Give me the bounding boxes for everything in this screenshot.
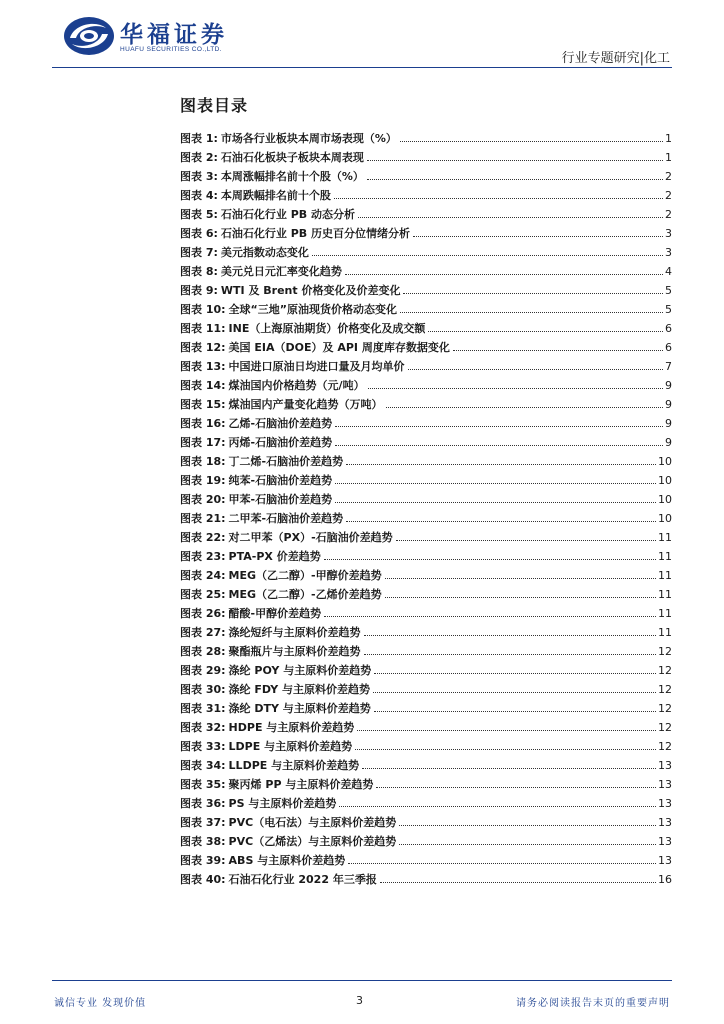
toc-item-number: 图表 6: <box>180 227 218 240</box>
toc-item-label: INE（上海原油期货）价格变化及成交额 <box>228 322 426 335</box>
toc-item-page: 13 <box>658 797 672 810</box>
toc-item-label: 本周跌幅排名前十个股 <box>220 189 331 202</box>
toc-item-label: 涤纶短纤与主原料价差趋势 <box>228 626 361 639</box>
toc-item[interactable] <box>180 449 672 468</box>
toc-item-number: 图表 10: <box>180 303 226 316</box>
toc-item-number: 图表 13: <box>180 360 226 373</box>
toc-item[interactable] <box>180 126 672 145</box>
toc-item-number: 图表 5: <box>180 208 218 221</box>
toc-item-page: 5 <box>665 303 672 316</box>
toc-item-label: 聚酯瓶片与主原料价差趋势 <box>228 645 361 658</box>
table-of-figures <box>180 126 672 886</box>
toc-item-page: 12 <box>658 645 672 658</box>
page-header <box>0 0 724 70</box>
toc-item-number: 图表 36: <box>180 797 226 810</box>
toc-item-number: 图表 33: <box>180 740 226 753</box>
toc-item[interactable] <box>180 677 672 696</box>
toc-item-label: 对二甲苯（PX）-石脑油价差趋势 <box>228 531 393 544</box>
toc-item-label: 石油石化行业 PB 动态分析 <box>220 208 355 221</box>
brand-name-cn: 华福证券 <box>120 21 228 48</box>
toc-item[interactable] <box>180 430 672 449</box>
toc-leader-dots <box>374 673 656 674</box>
footer-divider <box>52 980 672 981</box>
toc-item[interactable] <box>180 734 672 753</box>
toc-item-label: 涤纶 FDY 与主原料价差趋势 <box>228 683 371 696</box>
toc-leader-dots <box>399 825 656 826</box>
toc-item[interactable] <box>180 164 672 183</box>
toc-leader-dots <box>335 502 656 503</box>
toc-item-page: 11 <box>658 626 672 639</box>
toc-leader-dots <box>348 863 656 864</box>
toc-item-label: 乙烯-石脑油价差趋势 <box>228 417 333 430</box>
toc-leader-dots <box>368 388 663 389</box>
toc-item-page: 9 <box>665 379 672 392</box>
toc-item-page: 4 <box>665 265 672 278</box>
toc-leader-dots <box>357 730 656 731</box>
toc-item-label: 涤纶 POY 与主原料价差趋势 <box>228 664 372 677</box>
toc-leader-dots <box>386 407 663 408</box>
toc-item-label: 中国进口原油日均进口量及月均单价 <box>228 360 405 373</box>
toc-leader-dots <box>324 616 656 617</box>
toc-item-page: 11 <box>658 550 672 563</box>
toc-item[interactable] <box>180 848 672 867</box>
header-divider <box>52 67 672 68</box>
toc-leader-dots <box>428 331 663 332</box>
toc-item[interactable] <box>180 487 672 506</box>
toc-item-number: 图表 12: <box>180 341 226 354</box>
toc-item-page: 10 <box>658 512 672 525</box>
toc-item-number: 图表 29: <box>180 664 226 677</box>
toc-item[interactable] <box>180 468 672 487</box>
toc-leader-dots <box>385 578 656 579</box>
toc-leader-dots <box>373 692 656 693</box>
toc-item-label: 涤纶 DTY 与主原料价差趋势 <box>228 702 371 715</box>
toc-item-page: 12 <box>658 721 672 734</box>
toc-item-number: 图表 27: <box>180 626 226 639</box>
toc-item-page: 5 <box>665 284 672 297</box>
toc-item-number: 图表 35: <box>180 778 226 791</box>
toc-item-label: 全球“三地”原油现货价格动态变化 <box>228 303 398 316</box>
toc-item-page: 16 <box>658 873 672 886</box>
toc-leader-dots <box>399 844 656 845</box>
toc-item-number: 图表 14: <box>180 379 226 392</box>
toc-item-page: 10 <box>658 493 672 506</box>
toc-item[interactable] <box>180 202 672 221</box>
toc-item-number: 图表 21: <box>180 512 226 525</box>
toc-item-label: 丁二烯-石脑油价差趋势 <box>228 455 344 468</box>
toc-item[interactable] <box>180 658 672 677</box>
toc-item[interactable] <box>180 183 672 202</box>
toc-leader-dots <box>355 749 656 750</box>
toc-item[interactable] <box>180 715 672 734</box>
toc-item-page: 2 <box>665 170 672 183</box>
toc-item-page: 3 <box>665 227 672 240</box>
toc-leader-dots <box>362 768 656 769</box>
toc-item-page: 10 <box>658 455 672 468</box>
toc-item-label: 二甲苯-石脑油价差趋势 <box>228 512 344 525</box>
toc-item-number: 图表 39: <box>180 854 226 867</box>
toc-leader-dots <box>400 312 663 313</box>
toc-item-page: 11 <box>658 569 672 582</box>
toc-leader-dots <box>312 255 663 256</box>
toc-item-number: 图表 17: <box>180 436 226 449</box>
toc-item-label: 丙烯-石脑油价差趋势 <box>228 436 333 449</box>
toc-item[interactable] <box>180 240 672 259</box>
toc-item[interactable] <box>180 601 672 620</box>
toc-leader-dots <box>364 635 656 636</box>
toc-item[interactable] <box>180 297 672 316</box>
toc-item-page: 13 <box>658 759 672 772</box>
toc-item-number: 图表 32: <box>180 721 226 734</box>
toc-item-number: 图表 24: <box>180 569 226 582</box>
toc-item-page: 13 <box>658 778 672 791</box>
toc-item-number: 图表 7: <box>180 246 218 259</box>
toc-leader-dots <box>367 160 663 161</box>
toc-leader-dots <box>453 350 663 351</box>
toc-item[interactable] <box>180 221 672 240</box>
toc-leader-dots <box>346 464 656 465</box>
toc-item-page: 1 <box>665 151 672 164</box>
toc-item-number: 图表 37: <box>180 816 226 829</box>
toc-item-page: 9 <box>665 417 672 430</box>
toc-item-page: 12 <box>658 683 672 696</box>
toc-item-page: 3 <box>665 246 672 259</box>
toc-leader-dots <box>380 882 656 883</box>
toc-item-number: 图表 2: <box>180 151 218 164</box>
toc-item[interactable] <box>180 791 672 810</box>
toc-item[interactable] <box>180 411 672 430</box>
toc-item[interactable] <box>180 354 672 373</box>
toc-item[interactable] <box>180 278 672 297</box>
toc-item-page: 1 <box>665 132 672 145</box>
toc-item-label: LDPE 与主原料价差趋势 <box>228 740 353 753</box>
toc-item[interactable] <box>180 696 672 715</box>
footer-disclaimer: 请务必阅读报告末页的重要声明 <box>516 998 670 1009</box>
toc-item-number: 图表 23: <box>180 550 226 563</box>
toc-item[interactable] <box>180 392 672 411</box>
toc-item[interactable] <box>180 145 672 164</box>
toc-item[interactable] <box>180 506 672 525</box>
toc-leader-dots <box>396 540 656 541</box>
toc-leader-dots <box>400 141 663 142</box>
toc-item-number: 图表 28: <box>180 645 226 658</box>
toc-leader-dots <box>346 521 656 522</box>
toc-item-label: 石油石化行业 2022 年三季报 <box>228 873 377 886</box>
toc-item[interactable] <box>180 753 672 772</box>
toc-item[interactable] <box>180 639 672 658</box>
toc-leader-dots <box>403 293 663 294</box>
toc-item-number: 图表 34: <box>180 759 226 772</box>
toc-item[interactable] <box>180 829 672 848</box>
toc-leader-dots <box>364 654 656 655</box>
toc-item-page: 9 <box>665 398 672 411</box>
company-logo <box>62 14 252 58</box>
toc-leader-dots <box>413 236 663 237</box>
toc-item-page: 6 <box>665 341 672 354</box>
page-number: 3 <box>356 994 363 1007</box>
toc-item[interactable] <box>180 335 672 354</box>
toc-item-number: 图表 3: <box>180 170 218 183</box>
huafu-logo-icon <box>62 14 116 58</box>
toc-item-page: 12 <box>658 664 672 677</box>
toc-item-number: 图表 11: <box>180 322 226 335</box>
toc-item-label: HDPE 与主原料价差趋势 <box>228 721 355 734</box>
toc-item-page: 11 <box>658 531 672 544</box>
toc-item-label: MEG（乙二醇）-甲醇价差趋势 <box>228 569 382 582</box>
toc-item-page: 6 <box>665 322 672 335</box>
toc-item-label: PS 与主原料价差趋势 <box>228 797 337 810</box>
toc-item-page: 11 <box>658 607 672 620</box>
toc-item-label: 聚丙烯 PP 与主原料价差趋势 <box>228 778 374 791</box>
toc-item-label: 市场各行业板块本周市场表现（%） <box>220 132 397 145</box>
toc-item-label: 本周涨幅排名前十个股（%） <box>220 170 364 183</box>
toc-item-number: 图表 31: <box>180 702 226 715</box>
toc-item[interactable] <box>180 316 672 335</box>
toc-item[interactable] <box>180 867 672 886</box>
toc-item-label: MEG（乙二醇）-乙烯价差趋势 <box>228 588 382 601</box>
toc-leader-dots <box>385 597 656 598</box>
toc-item-number: 图表 8: <box>180 265 218 278</box>
toc-item-page: 13 <box>658 854 672 867</box>
toc-item-page: 2 <box>665 189 672 202</box>
toc-leader-dots <box>345 274 663 275</box>
toc-item-label: 煤油国内产量变化趋势（万吨） <box>228 398 383 411</box>
toc-item-label: WTI 及 Brent 价格变化及价差变化 <box>220 284 401 297</box>
toc-leader-dots <box>339 806 656 807</box>
toc-item-label: 美元兑日元汇率变化趋势 <box>220 265 342 278</box>
toc-item-number: 图表 4: <box>180 189 218 202</box>
toc-item[interactable] <box>180 259 672 278</box>
toc-item-number: 图表 16: <box>180 417 226 430</box>
toc-item-number: 图表 15: <box>180 398 226 411</box>
toc-item-label: 石油石化行业 PB 历史百分位情绪分析 <box>220 227 410 240</box>
toc-item[interactable] <box>180 810 672 829</box>
toc-leader-dots <box>334 198 663 199</box>
toc-item-label: 煤油国内价格趋势（元/吨） <box>228 379 365 392</box>
report-type: 行业专题研究|化工 <box>561 51 670 66</box>
toc-leader-dots <box>335 426 663 427</box>
toc-item[interactable] <box>180 525 672 544</box>
toc-item[interactable] <box>180 373 672 392</box>
toc-item-label: PVC（乙烯法）与主原料价差趋势 <box>228 835 397 848</box>
toc-item-label: 甲苯-石脑油价差趋势 <box>228 493 333 506</box>
toc-leader-dots <box>376 787 656 788</box>
toc-item-page: 2 <box>665 208 672 221</box>
toc-item-label: ABS 与主原料价差趋势 <box>228 854 346 867</box>
toc-item-number: 图表 26: <box>180 607 226 620</box>
toc-leader-dots <box>374 711 656 712</box>
toc-item[interactable] <box>180 544 672 563</box>
toc-item-label: 纯苯-石脑油价差趋势 <box>228 474 333 487</box>
toc-leader-dots <box>324 559 656 560</box>
toc-title: 图表目录 <box>180 96 249 115</box>
toc-item-number: 图表 22: <box>180 531 226 544</box>
toc-item-number: 图表 20: <box>180 493 226 506</box>
toc-item-number: 图表 18: <box>180 455 226 468</box>
toc-item-number: 图表 40: <box>180 873 226 886</box>
toc-item[interactable] <box>180 582 672 601</box>
toc-item-page: 12 <box>658 740 672 753</box>
brand-name-en: HUAFU SECURITIES CO.,LTD. <box>120 46 222 53</box>
toc-leader-dots <box>408 369 663 370</box>
toc-item[interactable] <box>180 563 672 582</box>
toc-item[interactable] <box>180 620 672 639</box>
toc-item-label: PVC（电石法）与主原料价差趋势 <box>228 816 397 829</box>
toc-item-page: 13 <box>658 816 672 829</box>
toc-item-label: 石油石化板块子板块本周表现 <box>220 151 364 164</box>
footer-slogan: 诚信专业 发现价值 <box>54 998 147 1009</box>
toc-item-page: 13 <box>658 835 672 848</box>
toc-item-number: 图表 19: <box>180 474 226 487</box>
toc-item-label: 美元指数动态变化 <box>220 246 309 259</box>
toc-item-number: 图表 30: <box>180 683 226 696</box>
toc-item-label: 醋酸-甲醇价差趋势 <box>228 607 322 620</box>
toc-item-label: PTA-PX 价差趋势 <box>228 550 321 563</box>
toc-leader-dots <box>335 483 656 484</box>
toc-leader-dots <box>367 179 663 180</box>
toc-leader-dots <box>335 445 663 446</box>
toc-item-label: 美国 EIA（DOE）及 API 周度库存数据变化 <box>228 341 450 354</box>
toc-item-label: LLDPE 与主原料价差趋势 <box>228 759 360 772</box>
toc-item-number: 图表 25: <box>180 588 226 601</box>
toc-item-number: 图表 38: <box>180 835 226 848</box>
toc-item-page: 9 <box>665 436 672 449</box>
toc-item-page: 11 <box>658 588 672 601</box>
toc-item-number: 图表 1: <box>180 132 218 145</box>
toc-item-page: 10 <box>658 474 672 487</box>
toc-item[interactable] <box>180 772 672 791</box>
toc-item-page: 12 <box>658 702 672 715</box>
toc-leader-dots <box>358 217 663 218</box>
toc-item-number: 图表 9: <box>180 284 218 297</box>
toc-item-page: 7 <box>665 360 672 373</box>
